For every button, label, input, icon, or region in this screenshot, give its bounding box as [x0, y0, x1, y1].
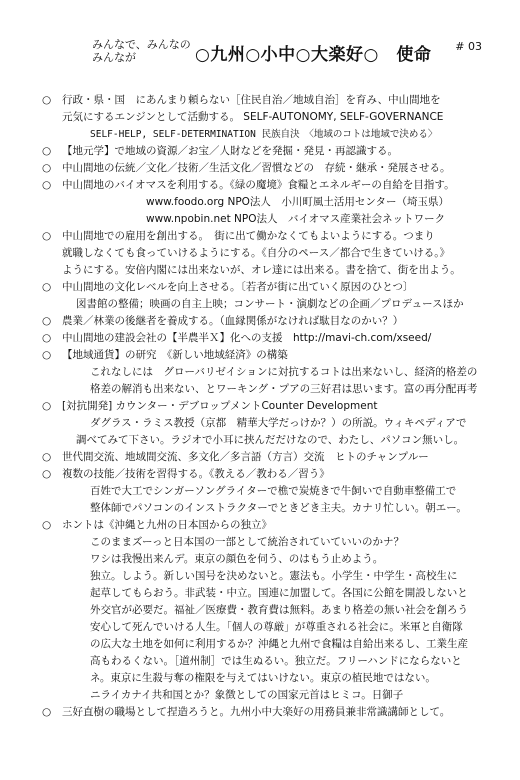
item-text: 図書館の整備；映画の自主上映；コンサート・演劇などの企画／プロデュースほか [76, 298, 464, 310]
item-text: 整体師でパソコンのインストラクターでときどき主夫。カナリ忙しい。朝エー。 [90, 502, 467, 514]
item-text: ネ。東京に生殺与奪の権限を与えてはいけない。東京の植民地ではない。 [90, 672, 436, 684]
item-text: 複数の技能／技術を習得する。《教える／教わる／習う》 [62, 468, 330, 480]
mission-list [42, 92, 498, 721]
circle-bullet-icon: ○ [42, 179, 52, 191]
list-item [42, 177, 498, 228]
circle-bullet-icon: ○ [42, 315, 52, 327]
list-item [42, 279, 498, 313]
item-text: 中山間地での雇用を創出する。 街に出て働かなくてもよいようにする。つまり [62, 230, 435, 242]
list-item [42, 92, 498, 143]
item-text: 【地元学】で地域の資源／お宝／人財などを発掘・発見・再認識する。 [62, 145, 398, 157]
title-prefix [92, 38, 191, 64]
item-text: 行政・県・国 にあんまり頼らない［住民自治／地域自治］を育み、中山間地を [62, 94, 441, 106]
circle-bullet-icon: ○ [42, 451, 52, 463]
page-title: ○九州○小中○大楽好○ 使命 [195, 45, 432, 65]
item-text: 就職しなくても食っていけるようにする。《自分のペース／都合で生きていける。》 [62, 247, 450, 259]
list-item [42, 160, 498, 177]
item-text: 元気にするエンジンとして活動する。 SELF-AUTONOMY, SELF-GOVERNANCE [62, 111, 444, 123]
list-item [42, 330, 498, 347]
list-item [42, 143, 498, 160]
item-text: 調べてみて下さい。ラジオで小耳に挟んだだけなので、わたし、パソコン無いし。 [76, 434, 465, 446]
item-text: 中山間地のバイオマスを利用する。《緑の魔境》食糧とエネルギーの自給を目指す。 [62, 179, 455, 191]
item-text: これなしには グローバリゼイションに対抗するコトは出来ないし、経済的格差の [90, 366, 478, 378]
item-text: 中山間地の文化レベルを向上させる。〔若者が街に出ていく原因のひとつ〕 [62, 281, 414, 293]
circle-bullet-icon: ○ [42, 349, 52, 361]
circle-bullet-icon: ○ [42, 145, 52, 157]
item-text: 起草してもらおう。非武装・中立。国連に加盟して。各国に公館を開設しないと [90, 587, 468, 599]
item-text: 独立。しよう。新しい国号を決めないと。憲法も。小学生・中学生・高校生に [90, 570, 458, 582]
circle-bullet-icon: ○ [42, 468, 52, 480]
item-text: の広大な土地を如何に利用するか？沖縄と九州で食糧は自給出来るし、工業生産 [90, 638, 468, 650]
list-item [42, 449, 498, 466]
item-text: www.npobin.net NPO法人 バイオマス産業社会ネットワーク [146, 213, 446, 225]
title-prefix-line1: みんなで、みんなの [92, 38, 191, 51]
circle-bullet-icon: ○ [42, 332, 52, 344]
item-text: 【地域通貨】の研究 《新しい地域経済》の構築 [62, 349, 288, 361]
list-item [42, 398, 498, 449]
item-text: 農業／林業の後継者を養成する。（血縁関係がなければ駄目なのかい？） [62, 315, 404, 327]
list-item [42, 347, 498, 398]
item-text: 安心して死んでいける人生。「個人の尊厳」が尊重される社会に。米軍と自衛隊 [90, 621, 463, 633]
item-text: 中山間地の建設会社の【半農半Ｘ】化への支援 http://mavi-ch.com/xseed/ [62, 332, 432, 344]
circle-bullet-icon: ○ [42, 94, 52, 106]
item-text: ニライカナイ共和国とか？象徴としての国家元首はヒミコ。日御子 [90, 689, 404, 701]
page-number: # 03 [455, 40, 482, 53]
item-text: 高もわるくない。［道州制］では生ぬるい。独立だ。フリーハンドにならないと [90, 655, 462, 667]
item-text: [対抗開発] カウンター・デブロップメントCounter Development [62, 400, 378, 412]
list-item [42, 466, 498, 517]
item-text: 百姓で大工でシンガーソングライターで樵で炭焼きで牛飼いで自動車整備工で [90, 485, 457, 497]
circle-bullet-icon: ○ [42, 230, 52, 242]
item-text: www.foodo.org NPO法人 小川町風土活用センター（埼玉県） [146, 196, 450, 208]
item-text: ワシは我慢出来んデ。東京の顔色を伺う、のはもう止めよう。 [90, 553, 384, 565]
list-item [42, 313, 498, 330]
item-text: SELF-HELP, SELF-DETERMINATION 民族自決 〈地域のコトは地域で決める〉 [90, 129, 438, 140]
list-item [42, 517, 498, 704]
item-text: ホントは《沖縄と九州の日本国からの独立》 [62, 519, 272, 531]
circle-bullet-icon: ○ [42, 519, 52, 531]
title-prefix-line2: みんなが [92, 51, 136, 64]
header [92, 28, 452, 72]
item-text: 三好直樹の職場として捏造ろうと。九州小中大楽好の用務員兼非常識講師として。 [62, 706, 451, 718]
circle-bullet-icon: ○ [42, 400, 52, 412]
item-text: このままズーっと日本国の一部として統治されていていいのかナ？ [90, 536, 405, 548]
circle-bullet-icon: ○ [42, 706, 52, 718]
list-item [42, 228, 498, 279]
item-text: 格差の解消も出来ない、とワーキング・プアの三好君は思います。富の再分配再考 [90, 383, 478, 395]
item-text: 中山間地の伝統／文化／技術／生活文化／習慣などの 存続・継承・発展させる。 [62, 162, 451, 174]
list-item [42, 704, 498, 721]
circle-bullet-icon: ○ [42, 162, 52, 174]
item-text: 世代間交流、地域間交流、多文化／多言語（方言）交流 ヒトのチャンプルー [62, 451, 429, 463]
item-text: ようにする。安倍内閣には出来ないが、オレ達には出来る。書を捨て、街を出よう。 [62, 264, 461, 276]
item-text: 外交官が必要だ。福祉／医療費・教育費は無料。あまり格差の無い社会を創ろう [90, 604, 468, 616]
circle-bullet-icon: ○ [42, 281, 52, 293]
item-text: ダグラス・ラミス教授（京都 精華大学だっけか？）の所説。ウィキペディアで [90, 417, 467, 429]
